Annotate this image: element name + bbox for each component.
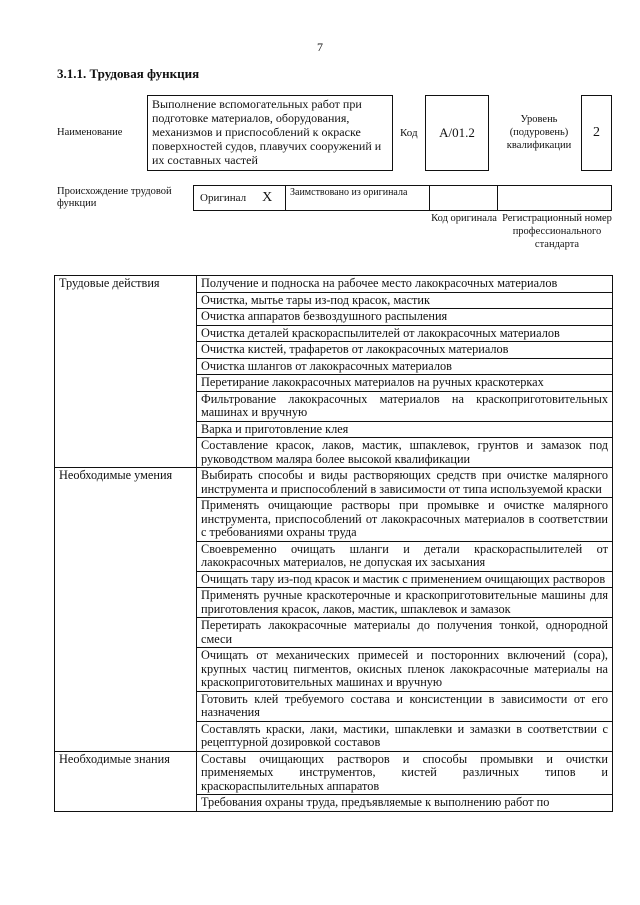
item-cell: Очистка кистей, трафаретов от лакокрасочных материалов (197, 342, 613, 359)
item-cell: Варка и приготовление клея (197, 421, 613, 438)
item-cell: Готовить клей требуемого состава и консистенции в зависимости от его назначения (197, 691, 613, 721)
qualification-level-box: 2 (581, 95, 612, 171)
page-number: 7 (317, 40, 323, 54)
origin-label: Происхождение трудовой функции (57, 186, 172, 209)
item-cell: Выбирать способы и виды растворяющих средств при очистке малярного инструмента и приспособлений в зависимости от типа используемой краски (197, 468, 613, 498)
item-cell: Очищать тару из-под красок и мастик с применением очищающих растворов (197, 571, 613, 588)
item-cell: Очистка аппаратов безвоздушного распыления (197, 309, 613, 326)
origin-reg-number-cell (498, 186, 611, 210)
category-cell: Необходимые умения (55, 468, 197, 752)
category-cell: Необходимые знания (55, 751, 197, 811)
code-label: Код (400, 127, 418, 139)
reg-number-label: Регистрационный номер профессионального стандарта (502, 213, 612, 250)
qualification-level-label: Уровень (подуровень) квалификации (506, 114, 572, 151)
item-cell: Очистка шлангов от лакокрасочных материалов (197, 358, 613, 375)
item-cell: Применять ручные краскотерочные и краскоприготовительные машины для приготовления красок, лаков, мастик, шпаклевок и замазок (197, 588, 613, 618)
origin-code-cell (430, 186, 498, 210)
item-cell: Своевременно очищать шланги и детали краскораспылителей от лакокрасочных материалов, не допуская их засыхания (197, 541, 613, 571)
section-title: 3.1.1. Трудовая функция (57, 66, 200, 81)
code-original-label: Код оригинала (431, 213, 497, 224)
category-cell: Трудовые действия (55, 276, 197, 468)
item-cell: Перетирание лакокрасочных материалов на ручных краскотерках (197, 375, 613, 392)
table-row (55, 468, 613, 498)
item-cell: Очистка, мытье тары из-под красок, мастик (197, 292, 613, 309)
item-cell: Перетирать лакокрасочные материалы до получения тонкой, однородной смеси (197, 618, 613, 648)
function-table (54, 275, 613, 812)
item-cell: Получение и подноска на рабочее место лакокрасочных материалов (197, 276, 613, 293)
item-cell: Составлять краски, лаки, мастики, шпаклевки и замазки в соответствии с рецептурной дозировкой составов (197, 721, 613, 751)
item-cell: Очистка деталей краскораспылителей от лакокрасочных материалов (197, 325, 613, 342)
code-value-box: A/01.2 (425, 95, 489, 171)
origin-original-label: Оригинал (200, 192, 247, 204)
item-cell: Очищать от механических примесей и посторонних включений (сора), крупных частиц пигментов, окисных пленок лакокрасочные материалы на краскоприготовительных машинах и вручную (197, 648, 613, 692)
item-cell: Применять очищающие растворы при промывке и очистке малярного инструмента, приспособлений от лакокрасочных материалов в соответствии с требованиями охраны труда (197, 498, 613, 542)
origin-row (193, 185, 612, 211)
table-row (55, 276, 613, 293)
table-row (55, 751, 613, 795)
item-cell: Составы очищающих растворов и способы промывки и очистки применяемых инструментов, кистей различных типов и краскораспылительных аппаратов (197, 751, 613, 795)
name-value-box: Выполнение вспомогательных работ при подготовке материалов, оборудования, механизмов и приспособлений к окраске поверхностей судов, плавучих сооружений и их составных частей (147, 95, 393, 171)
item-cell: Фильтрование лакокрасочных материалов на краскоприготовительных машинах и вручную (197, 391, 613, 421)
origin-borrowed-cell: Заимствовано из оригинала (286, 186, 430, 210)
origin-original-mark: X (262, 190, 273, 205)
item-cell: Требования охраны труда, предъявляемые к выполнению работ по (197, 795, 613, 812)
name-label: Наименование (57, 127, 123, 138)
item-cell: Составление красок, лаков, мастик, шпаклевок, грунтов и замазок под руководством маляра более высокой квалификации (197, 438, 613, 468)
origin-original-cell (194, 186, 286, 210)
